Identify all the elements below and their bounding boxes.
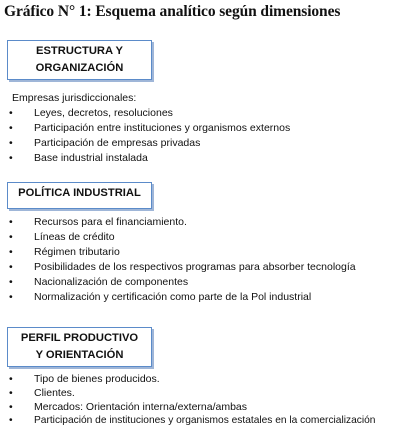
- bullet-list-perfil: [0, 372, 375, 428]
- bullet-list-estructura: [0, 106, 290, 166]
- list-item-text: Régimen tributario: [34, 246, 120, 258]
- list-item-text: Participación de instituciones y organismos estatales en la comercialización: [34, 415, 376, 426]
- heading-line: POLÍTICA INDUSTRIAL: [18, 187, 141, 199]
- bullet-icon: •: [9, 137, 13, 149]
- list-item-text: Participación entre instituciones y organismos externos: [34, 122, 291, 134]
- bullet-icon: •: [9, 261, 13, 273]
- figure-title: Gráfico N° 1: Esquema analítico según dimensiones: [4, 3, 341, 20]
- list-item: [0, 290, 356, 305]
- bullet-icon: •: [9, 216, 13, 228]
- bullet-icon: •: [9, 122, 13, 134]
- list-item-text: Base industrial instalada: [34, 152, 148, 164]
- list-item: [0, 245, 356, 260]
- list-item-text: Clientes.: [34, 387, 75, 399]
- list-item: [0, 414, 375, 428]
- list-item-text: Posibilidades de los respectivos programas para absorber tecnología: [34, 261, 356, 273]
- list-item-text: Participación de empresas privadas: [34, 137, 201, 149]
- list-item-text: Nacionalización de componentes: [34, 276, 189, 288]
- list-item-text: Recursos para el financiamiento.: [34, 216, 187, 228]
- bullet-icon: •: [9, 387, 13, 399]
- bullet-icon: •: [9, 401, 13, 413]
- section-heading-estructura: [7, 40, 152, 80]
- heading-line: Y ORIENTACIÓN: [35, 349, 124, 361]
- list-item-text: Normalización y certificación como parte de la Pol industrial: [34, 291, 312, 303]
- list-item: [0, 386, 375, 400]
- list-item-text: Líneas de crédito: [34, 231, 115, 243]
- section-heading-politica: [7, 182, 152, 209]
- list-item: [0, 372, 375, 386]
- bullet-icon: •: [9, 107, 13, 119]
- bullet-list-politica: [0, 215, 356, 305]
- list-item: [0, 260, 356, 275]
- heading-line: PERFIL PRODUCTIVO: [20, 332, 139, 344]
- list-item: [0, 151, 290, 166]
- bullet-icon: •: [9, 246, 13, 258]
- list-item-text: Tipo de bienes producidos.: [34, 373, 160, 385]
- heading-line: ORGANIZACIÓN: [35, 62, 124, 74]
- section-heading-perfil: [7, 327, 152, 367]
- list-item: [0, 275, 356, 290]
- bullet-icon: •: [9, 373, 13, 385]
- list-item-text: Mercados: Orientación interna/externa/ambas: [34, 401, 248, 413]
- bullet-icon: •: [9, 276, 13, 288]
- bullet-icon: •: [9, 152, 13, 164]
- list-item: [0, 106, 290, 121]
- list-item: [0, 121, 290, 136]
- bullet-icon: •: [9, 291, 13, 303]
- list-item: [0, 136, 290, 151]
- bullet-icon: •: [9, 415, 13, 426]
- list-item: [0, 400, 375, 414]
- bullet-icon: •: [9, 231, 13, 243]
- section-intro: Empresas jurisdiccionales:: [12, 92, 137, 104]
- heading-line: ESTRUCTURA Y: [35, 45, 124, 57]
- list-item: [0, 230, 356, 245]
- list-item: [0, 215, 356, 230]
- list-item-text: Leyes, decretos, resoluciones: [34, 107, 173, 119]
